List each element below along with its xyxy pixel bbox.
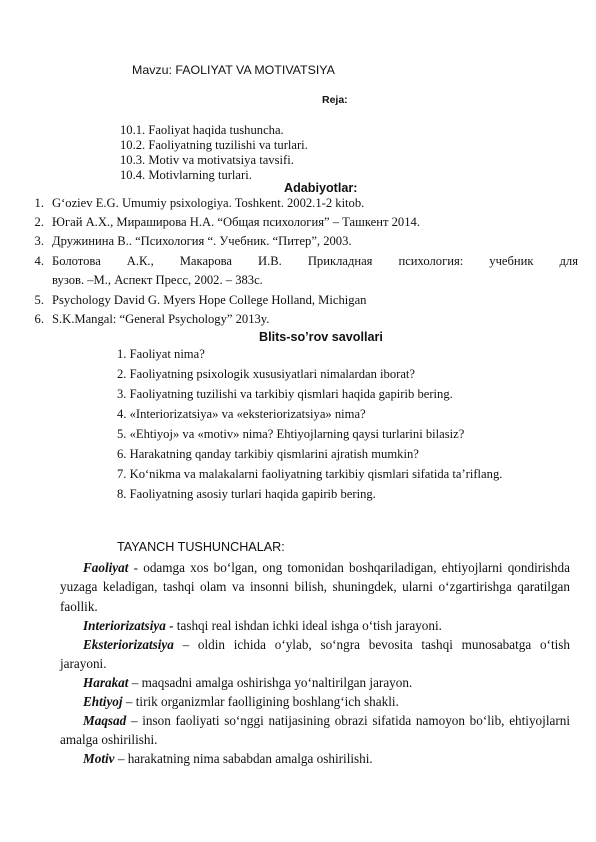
definition-text: tirik organizmlar faolligining boshlang‘ich shakli. xyxy=(135,694,399,709)
definition-separator: – xyxy=(114,751,128,766)
reference-item xyxy=(22,253,578,269)
blits-question: 4. «Interiorizatsiya» va «eksteriorizatsiya» nima? xyxy=(117,407,366,421)
definition-harakat xyxy=(60,673,570,692)
definition-maqsad xyxy=(60,711,570,750)
definition-term: Maqsad xyxy=(83,713,127,728)
definition-ehtiyoj xyxy=(60,692,570,711)
reference-text: G‘oziev E.G. Umumiy psixologiya. Toshkent. 2002.1-2 kitob. xyxy=(52,196,365,210)
definition-text: oldin ichida o‘ylab, so‘ngra bevosita tashqi munosabatga o‘tish jarayoni. xyxy=(60,637,570,672)
plan-item: 10.4. Motivlarning turlari. xyxy=(120,168,252,182)
reference-item xyxy=(22,233,582,249)
plan-item: 10.2. Faoliyatning tuzilishi va turlari. xyxy=(120,138,308,152)
reference-text: Дружинина В.. “Психология “. Учебник. “Питер”, 2003. xyxy=(52,234,352,248)
reference-number: 6. xyxy=(34,312,44,326)
definition-faoliyat xyxy=(60,558,570,616)
reference-text: Болотова А.К., Макарова И.В. Прикладная психология: учебник для xyxy=(52,254,578,268)
definition-text: odamga xos bo‘lgan, ong tomonidan boshqariladigan, ehtiyojlarni qondirishda yuzaga keladigan, tashqi olam va insonni bilish, shuningdek, ularni o‘zgartirishga qaratilgan faollik. xyxy=(60,560,570,614)
blits-question: 5. «Ehtiyoj» va «motiv» nima? Ehtiyojlarning qaysi turlarini bilasiz? xyxy=(117,427,465,441)
reference-text: S.K.Mangal: “General Psychology” 2013y. xyxy=(52,312,270,326)
definition-term: Harakat xyxy=(83,675,129,690)
document-title: Mavzu: FAOLIYAT VA MOTIVATSIYA xyxy=(132,63,335,77)
definition-separator: – xyxy=(128,675,142,690)
key-concepts-heading: TAYANCH TUSHUNCHALAR: xyxy=(117,540,285,554)
definition-interiorizatsiya xyxy=(60,616,570,635)
reference-number: 5. xyxy=(34,293,44,307)
definition-term: Interiorizatsiya - xyxy=(83,618,174,633)
plan-item: 10.3. Motiv va motivatsiya tavsifi. xyxy=(120,153,294,167)
definition-term: Faoliyat xyxy=(83,560,129,575)
definition-text: inson faoliyati so‘nggi natijasining obrazi sifatida namoyon bo‘lib, ehtiyojlarni amalga oshirilishi. xyxy=(60,713,570,748)
blits-question: 7. Ko‘nikma va malakalarni faoliyatning tarkibiy qismlari sifatida ta’riflang. xyxy=(117,467,503,481)
definition-separator: – xyxy=(173,637,198,652)
definition-text: maqsadni amalga oshirishga yo‘naltirilgan jarayon. xyxy=(141,675,413,690)
reference-item xyxy=(22,214,582,230)
plan-heading: Reja: xyxy=(322,94,348,106)
definition-term: Motiv xyxy=(83,751,115,766)
reference-number: 1. xyxy=(34,196,44,210)
reference-text: Psychology David G. Myers Hope College Holland, Michigan xyxy=(52,293,367,307)
definition-separator: - xyxy=(128,560,144,575)
definition-separator: – xyxy=(122,694,136,709)
blits-question: 6. Harakatning qanday tarkibiy qismlarini ajratish mumkin? xyxy=(117,447,419,461)
blits-question: 8. Faoliyatning asosiy turlari haqida gapirib bering. xyxy=(117,487,376,501)
reference-item xyxy=(22,292,582,308)
reference-number: 3. xyxy=(34,234,44,248)
reference-number: 2. xyxy=(34,215,44,229)
definition-text: tashqi real ishdan ichki ideal ishga o‘tish jarayoni. xyxy=(176,618,442,633)
definition-term: Ehtiyoj xyxy=(83,694,123,709)
definition-eksteriorizatsiya xyxy=(60,635,570,674)
reference-continuation: вузов. –М., Аспект Пресс, 2002. – 383с. xyxy=(52,273,263,287)
definition-separator: – xyxy=(126,713,143,728)
blits-question: 2. Faoliyatning psixologik xususiyatlari nimalardan iborat? xyxy=(117,367,416,381)
definition-text: harakatning nima sababdan amalga oshirilishi. xyxy=(127,751,373,766)
definition-motiv xyxy=(60,749,570,768)
definition-term: Eksteriorizatsiya xyxy=(83,637,174,652)
reference-number: 4. xyxy=(34,254,44,268)
plan-item: 10.1. Faoliyat haqida tushuncha. xyxy=(120,123,284,137)
blits-heading: Blits-so’rov savollari xyxy=(259,330,383,344)
references-heading: Adabiyotlar: xyxy=(284,181,358,195)
reference-item xyxy=(22,311,582,327)
reference-item xyxy=(22,195,582,211)
blits-question: 1. Faoliyat nima? xyxy=(117,347,205,361)
reference-text: Югай А.Х., Мираширова Н.А. “Общая психология” – Ташкент 2014. xyxy=(52,215,420,229)
blits-question: 3. Faoliyatning tuzilishi va tarkibiy qismlari haqida gapirib bering. xyxy=(117,387,453,401)
